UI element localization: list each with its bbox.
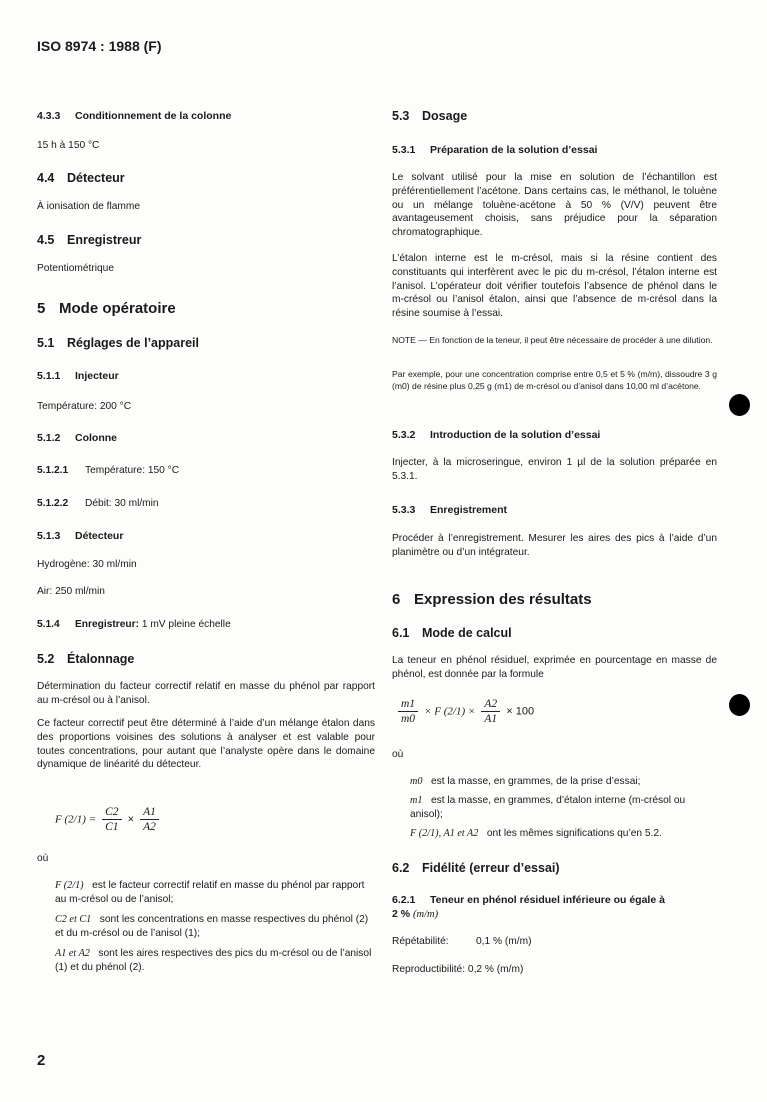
note: NOTE — En fonction de la teneur, il peut être nécessaire de procéder à une dilution. [392, 335, 713, 345]
heading-6-1: 6.1 Mode de calcul [392, 626, 512, 640]
reproducibility: Reproductibilité: 0,2 % (m/m) [392, 964, 524, 975]
text: À ionisation de flamme [37, 201, 141, 212]
paragraph: Ce facteur correctif peut être déterminé à l’aide d’un mélange étalon dans des proportions voisines des solutions à analyser et est valable pour toutes concentrations, pour autant que l’analyste opère dans le domaine dynamique de linéarité du détecteur. [37, 718, 375, 771]
paragraph: L’étalon interne est le m-crésol, mais si la résine contient des constituants qui interfèrent avec le pic du m-crésol, l’étalon interne est l’anisol. L’opérateur doit vérifier toutefois l’absence de phénol dans le m-crésol ou l’anisol étalon, ainsi que l’absence de m-crésol dans la résine soumise à l’essai. [392, 253, 717, 320]
item-5-1-2-1: 5.1.2.1 Température: 150 °C [37, 465, 180, 476]
where-label: où [392, 749, 404, 760]
paragraph: Le solvant utilisé pour la mise en solution de l’échantillon est préférentiellement l’acétone. Dans certains cas, le méthanol, le toluène ou un mélange toluène-acétone à 50 % (V/V) peuvent être avantageusement choisis, sans préjudice pour la séparation chromatographique. [392, 172, 717, 239]
heading-4-4: 4.4 Détecteur [37, 171, 125, 185]
punch-hole-mark [729, 694, 750, 716]
heading-5-1-3: 5.1.3 Détecteur [37, 530, 124, 542]
heading-5-1: 5.1 Réglages de l’appareil [37, 336, 199, 350]
heading-6-2: 6.2 Fidélité (erreur d’essai) [392, 861, 560, 875]
formula-f21: F (2/1) = $\frac{C2}{C1}$ × $\frac{A1}{A2}$ [55, 805, 393, 834]
heading-5-3-3: 5.3.3 Enregistrement [392, 504, 508, 516]
definition: A1 et A2 sont les aires respectives des pics du m-crésol ou de l’anisol (1) et du phénol (2). [55, 948, 372, 973]
definition: m1 est la masse, en grammes, d’étalon interne (m-crésol ou anisol); [410, 795, 686, 820]
text: 15 h à 150 °C [37, 140, 100, 151]
heading-5-2: 5.2 Étalonnage [37, 652, 135, 666]
definition: F (2/1), A1 et A2 ont les mêmes significations qu’en 5.2. [410, 828, 662, 839]
where-label: où [37, 853, 49, 864]
heading-5-1-1: 5.1.1 Injecteur [37, 370, 119, 382]
definition: F (2/1) est le facteur correctif relatif en masse du phénol par rapport au m-crésol ou de l’anisol; [55, 880, 365, 905]
heading-5: 5 Mode opératoire [37, 300, 176, 317]
heading-6: 6 Expression des résultats [392, 591, 592, 608]
heading-5-3-1: 5.3.1 Préparation de la solution d’essai [392, 144, 598, 156]
item-5-1-2-2: 5.1.2.2 Débit: 30 ml/min [37, 498, 159, 509]
text: Hydrogène: 30 ml/min [37, 559, 137, 570]
repeatability: Répétabilité: 0,1 % (m/m) [392, 936, 532, 947]
example: Par exemple, pour une concentration comprise entre 0,5 et 5 % (m/m), dissoudre 3 g (m0) de résine plus 0,25 g (m1) de m-crésol ou d’anisol dans 10,00 ml d’acétone. [392, 369, 717, 391]
text: Potentiométrique [37, 263, 115, 274]
heading-5-3-2: 5.3.2 Introduction de la solution d’essai [392, 429, 601, 441]
text: Air: 250 ml/min [37, 586, 105, 597]
paragraph: Détermination du facteur correctif relatif en masse du phénol par rapport au m-crésol ou à l’anisol. [37, 681, 375, 706]
heading-6-2-1: 6.2.1 Teneur en phénol résiduel inférieure ou égale à 2 % (m/m) [392, 894, 665, 920]
definition: C2 et C1 sont les concentrations en masse respectives du phénol (2) et du m-crésol ou de l’anisol (1); [55, 914, 369, 939]
page-number: 2 [37, 1052, 46, 1069]
document-header: ISO 8974 : 1988 (F) [37, 38, 162, 54]
formula-result: $\frac{m1}{m0}$ × F (2/1) × $\frac{A2}{A1}$ × 100 [395, 697, 720, 726]
heading-4-3-3: 4.3.3 Conditionnement de la colonne [37, 110, 232, 122]
paragraph: Procéder à l’enregistrement. Mesurer les aires des pics à l’aide d’un planimètre ou d’un intégrateur. [392, 533, 717, 558]
definition: m0 est la masse, en grammes, de la prise d’essai; [410, 776, 641, 787]
heading-5-1-4: 5.1.4 Enregistreur: 1 mV pleine échelle [37, 619, 231, 630]
paragraph: Injecter, à la microseringue, environ 1 µl de la solution préparée en 5.3.1. [392, 457, 717, 482]
text: Température: 200 °C [37, 401, 132, 412]
heading-5-3: 5.3 Dosage [392, 109, 468, 123]
paragraph: La teneur en phénol résiduel, exprimée en pourcentage en masse de phénol, est donnée par la formule [392, 655, 717, 680]
heading-4-5: 4.5 Enregistreur [37, 233, 142, 247]
punch-hole-mark [729, 394, 750, 416]
heading-5-1-2: 5.1.2 Colonne [37, 432, 117, 444]
